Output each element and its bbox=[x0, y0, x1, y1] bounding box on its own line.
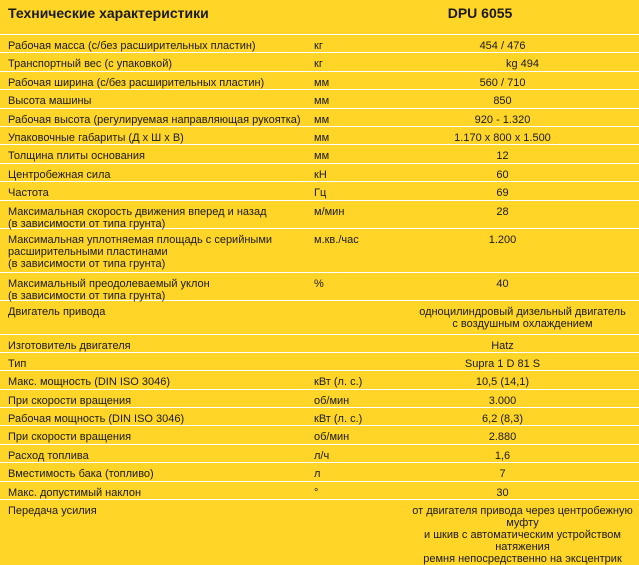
spec-row bbox=[0, 181, 639, 199]
spec-row bbox=[0, 89, 639, 107]
spec-name: Макс. мощность (DIN ISO 3046) bbox=[8, 376, 171, 389]
spec-unit: мм bbox=[314, 113, 330, 126]
spec-row bbox=[0, 370, 639, 388]
spec-value: 1,6 bbox=[494, 449, 511, 462]
spec-unit: Гц bbox=[314, 187, 327, 200]
spec-name: Расход топлива bbox=[8, 449, 89, 462]
spec-unit: кг bbox=[314, 58, 323, 71]
spec-row bbox=[0, 334, 639, 352]
spec-row bbox=[0, 300, 639, 334]
spec-unit: % bbox=[314, 277, 324, 290]
spec-value: 560 / 710 bbox=[479, 76, 526, 89]
spec-row bbox=[0, 108, 639, 126]
spec-name: Рабочая ширина (с/без расширительных пластин) bbox=[8, 76, 265, 89]
spec-unit: кН bbox=[314, 168, 327, 181]
spec-row bbox=[0, 52, 639, 70]
spec-unit: м/мин bbox=[314, 205, 345, 218]
spec-unit: мм bbox=[314, 95, 330, 108]
spec-row bbox=[0, 462, 639, 480]
spec-name: Передача усилия bbox=[8, 505, 97, 518]
spec-unit bbox=[306, 500, 366, 505]
spec-row bbox=[0, 272, 639, 300]
spec-name: Рабочая масса (с/без расширительных пластин) bbox=[8, 40, 256, 52]
spec-row bbox=[0, 499, 639, 565]
spec-value: 6,2 (8,3) bbox=[482, 413, 523, 426]
spec-value: одноцилиндровый дизельный двигатель с воздушным охлаждением bbox=[419, 305, 626, 330]
spec-unit: об/мин bbox=[314, 394, 350, 407]
spec-name: Двигатель привода bbox=[8, 305, 106, 318]
spec-unit bbox=[306, 335, 366, 340]
spec-unit: ° bbox=[314, 486, 319, 499]
spec-name: Макс. допустимый наклон bbox=[8, 486, 142, 499]
spec-name: Транспортный вес (с упаковкой) bbox=[8, 58, 173, 71]
spec-value: 7 bbox=[499, 468, 506, 481]
spec-name: Изготовитель двигателя bbox=[8, 339, 131, 352]
spec-value: 10,5 (14,1) bbox=[475, 376, 530, 389]
spec-row bbox=[0, 163, 639, 181]
spec-name: Рабочая высота (регулируемая направляющая рукоятка) bbox=[8, 113, 301, 126]
spec-unit: л bbox=[314, 468, 321, 481]
spec-value: 40 bbox=[496, 277, 509, 290]
spec-row bbox=[0, 228, 639, 272]
spec-unit: об/мин bbox=[314, 431, 350, 444]
spec-value: 920 - 1.320 bbox=[474, 113, 531, 126]
spec-value: kg 494 bbox=[505, 58, 540, 71]
spec-name: Рабочая мощность (DIN ISO 3046) bbox=[8, 413, 185, 426]
spec-value: 1.170 х 800 х 1.500 bbox=[454, 131, 551, 144]
spec-row bbox=[0, 407, 639, 425]
spec-name: Частота bbox=[8, 187, 49, 200]
spec-row bbox=[0, 389, 639, 407]
model-name: DPU 6055 bbox=[447, 5, 513, 21]
spec-row bbox=[0, 352, 639, 370]
spec-unit: мм bbox=[314, 76, 330, 89]
spec-table bbox=[0, 34, 639, 565]
spec-unit: кг bbox=[314, 40, 323, 52]
spec-row bbox=[0, 126, 639, 144]
spec-name: Упаковочные габариты (Д х Ш х В) bbox=[8, 131, 184, 144]
spec-value: 60 bbox=[496, 168, 509, 181]
spec-row bbox=[0, 481, 639, 499]
spec-value: 28 bbox=[496, 205, 509, 218]
spec-title: Технические характеристики bbox=[8, 5, 209, 21]
spec-name: Центробежная сила bbox=[8, 168, 111, 181]
spec-name: При скорости вращения bbox=[8, 394, 132, 407]
spec-name: При скорости вращения bbox=[8, 431, 132, 444]
spec-value: Supra 1 D 81 S bbox=[464, 357, 541, 370]
spec-unit: л/ч bbox=[314, 449, 330, 462]
spec-value: 1.200 bbox=[488, 233, 517, 246]
spec-unit: мм bbox=[314, 131, 330, 144]
spec-name: Вместимость бака (топливо) bbox=[8, 468, 154, 481]
spec-row bbox=[0, 200, 639, 228]
spec-unit: мм bbox=[314, 150, 330, 163]
spec-name: Максимальный преодолеваемый уклон (в зависимости от типа грунта) bbox=[8, 277, 210, 302]
spec-row bbox=[0, 34, 639, 52]
spec-value: 454 / 476 bbox=[479, 40, 526, 52]
spec-value: от двигателя привода через центробежную муфту и шкив с автоматическим устройством натяжения ремня непосредственно на эксцентрик bbox=[412, 505, 633, 565]
spec-value: 30 bbox=[496, 486, 509, 499]
spec-unit bbox=[306, 301, 366, 306]
spec-name: Толщина плиты основания bbox=[8, 150, 145, 163]
spec-value: Hatz bbox=[491, 339, 514, 352]
spec-value: 850 bbox=[493, 95, 512, 108]
spec-unit: кВт (л. с.) bbox=[314, 413, 363, 426]
spec-name: Максимальная скорость движения вперед и назад (в зависимости от типа грунта) bbox=[8, 205, 267, 230]
spec-value: 12 bbox=[496, 150, 509, 163]
spec-value: 2.880 bbox=[488, 431, 517, 444]
spec-row bbox=[0, 444, 639, 462]
spec-name: Тип bbox=[8, 357, 27, 370]
spec-unit bbox=[306, 353, 366, 358]
spec-name: Высота машины bbox=[8, 95, 92, 108]
spec-row bbox=[0, 144, 639, 162]
spec-header bbox=[0, 0, 639, 27]
spec-unit: м.кв./час bbox=[314, 233, 359, 246]
spec-value: 3.000 bbox=[488, 394, 517, 407]
spec-row bbox=[0, 71, 639, 89]
spec-unit: кВт (л. с.) bbox=[314, 376, 363, 389]
spec-row bbox=[0, 425, 639, 443]
spec-name: Максимальная уплотняемая площадь с серийными расширительными пластинами (в зависимости от типа грунта) bbox=[8, 233, 273, 270]
spec-value: 69 bbox=[496, 187, 509, 200]
